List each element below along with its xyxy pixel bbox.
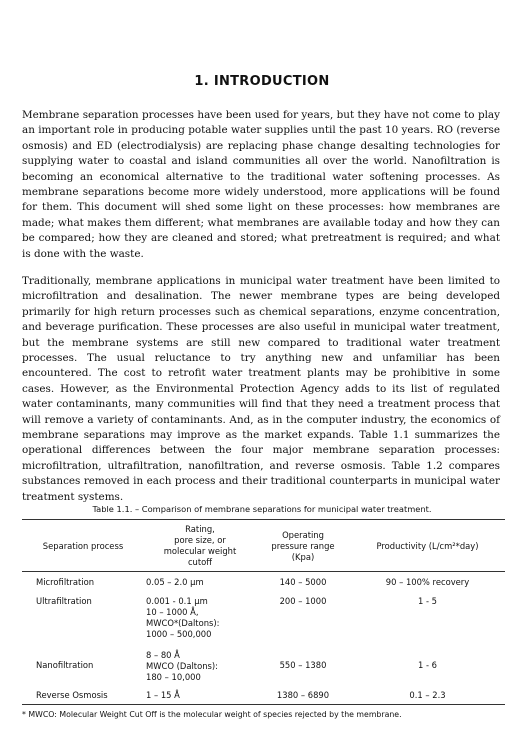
cell-productivity: 1 - 5: [417, 596, 437, 606]
table-footnote: * MWCO: Molecular Weight Cut Off is the molecular weight of species rejected by the membrane.: [22, 710, 402, 719]
cell-rating: [144, 590, 256, 642]
cell-process: Nanofiltration: [36, 660, 94, 670]
cell-rating: [144, 572, 256, 591]
cell-process: Ultrafiltration: [36, 596, 92, 606]
table-row: [22, 572, 505, 591]
cell-rating-line: 180 – 10,000: [146, 672, 201, 682]
header-rating-line: molecular weight: [163, 546, 237, 556]
cell-rating-line: MWCO (Daltons):: [146, 661, 218, 671]
table-row: [22, 590, 505, 642]
cell-process: Microfiltration: [36, 577, 95, 587]
header-rating-line: cutoff: [187, 557, 213, 567]
comparison-table: [22, 519, 505, 705]
section-heading: 1. INTRODUCTION: [194, 74, 330, 89]
cell-productivity: 0.1 – 2.3: [409, 690, 446, 700]
paragraph-1: Membrane separation processes have been used for years, but they have not come to play an important role in producing potable water supplies until the past 10 years. RO (reverse osmosis) and ED (electrodialysis) are replacing phase change desalting technologies for supplying water to coastal and island communities all over the world. Nanofiltration is becoming an economical alternative to the traditional water softening processes. As membrane separations become more widely understood, more applications will be found for them. This document will shed some light on these processes: how membranes are made; what makes them different; what membranes are available today and how they can be compared; how they are cleaned and stored; what pretreatment is required; and what is done with the waste.: [22, 109, 500, 260]
cell-pressure: 140 – 5000: [279, 577, 327, 587]
table-caption: Table 1.1. – Comparison of membrane separations for municipal water treatment.: [92, 504, 432, 514]
header-process: Separation process: [42, 540, 124, 551]
cell-pressure: 1380 – 6890: [276, 690, 330, 700]
cell-productivity: 1 - 6: [417, 660, 437, 670]
cell-pressure: 550 – 1380: [279, 660, 327, 670]
cell-rating-line: 0.05 – 2.0 µm: [146, 577, 204, 587]
cell-rating-line: 1000 – 500,000: [146, 629, 212, 639]
header-pressure-line: (Kpa): [291, 551, 315, 562]
table-row: [22, 642, 505, 685]
header-rating-line: pore size, or: [174, 535, 226, 545]
cell-rating-line: 0.001 - 0.1 µm: [146, 596, 208, 606]
cell-rating-line: 8 – 80 Å: [146, 650, 180, 660]
table-header-row: [22, 520, 505, 572]
cell-rating: [144, 685, 256, 705]
cell-productivity: 90 – 100% recovery: [385, 577, 470, 587]
cell-rating-line: 10 – 1000 Å,: [146, 607, 199, 617]
header-pressure-line: pressure range: [271, 540, 335, 551]
table-row: [22, 685, 505, 705]
header-pressure-line: Operating: [282, 529, 324, 540]
header-productivity: Productivity (L/cm²*day): [376, 540, 479, 551]
cell-pressure: 200 – 1000: [279, 596, 327, 606]
header-rating-line: Rating,: [185, 524, 215, 534]
cell-rating-line: 1 – 15 Å: [146, 690, 180, 700]
header-pressure: [256, 520, 350, 572]
paragraph-2: Traditionally, membrane applications in municipal water treatment have been limited to microfiltration and desalination. The newer membrane types are being developed primarily for high return processes such as chemical separations, enzyme concentration, and beverage purification. These processes are also useful in municipal water treatment, but the membrane systems are still new compared to traditional water treatment processes. The usual reluctance to try anything new and unfamiliar has been encountered. The cost to retrofit water treatment plants may be prohibitive in some cases. However, as the Environmental Protection Agency adds to its list of regulated water contaminants, many communities will find that they need a treatment process that will remove a variety of contaminants. And, as in the computer industry, the economics of membrane separations may improve as the market expands. Table 1.1 summarizes the operational differences between the four major membrane separation processes: microfiltration, ultrafiltration, nanofiltration, and reverse osmosis. Table 1.2 compares substances removed in each process and their traditional counterparts in municipal water treatment systems.: [22, 275, 500, 503]
cell-rating-line: MWCO*(Daltons):: [146, 618, 220, 628]
cell-rating: [144, 642, 256, 685]
header-rating: [144, 520, 256, 572]
cell-process: Reverse Osmosis: [36, 690, 108, 700]
